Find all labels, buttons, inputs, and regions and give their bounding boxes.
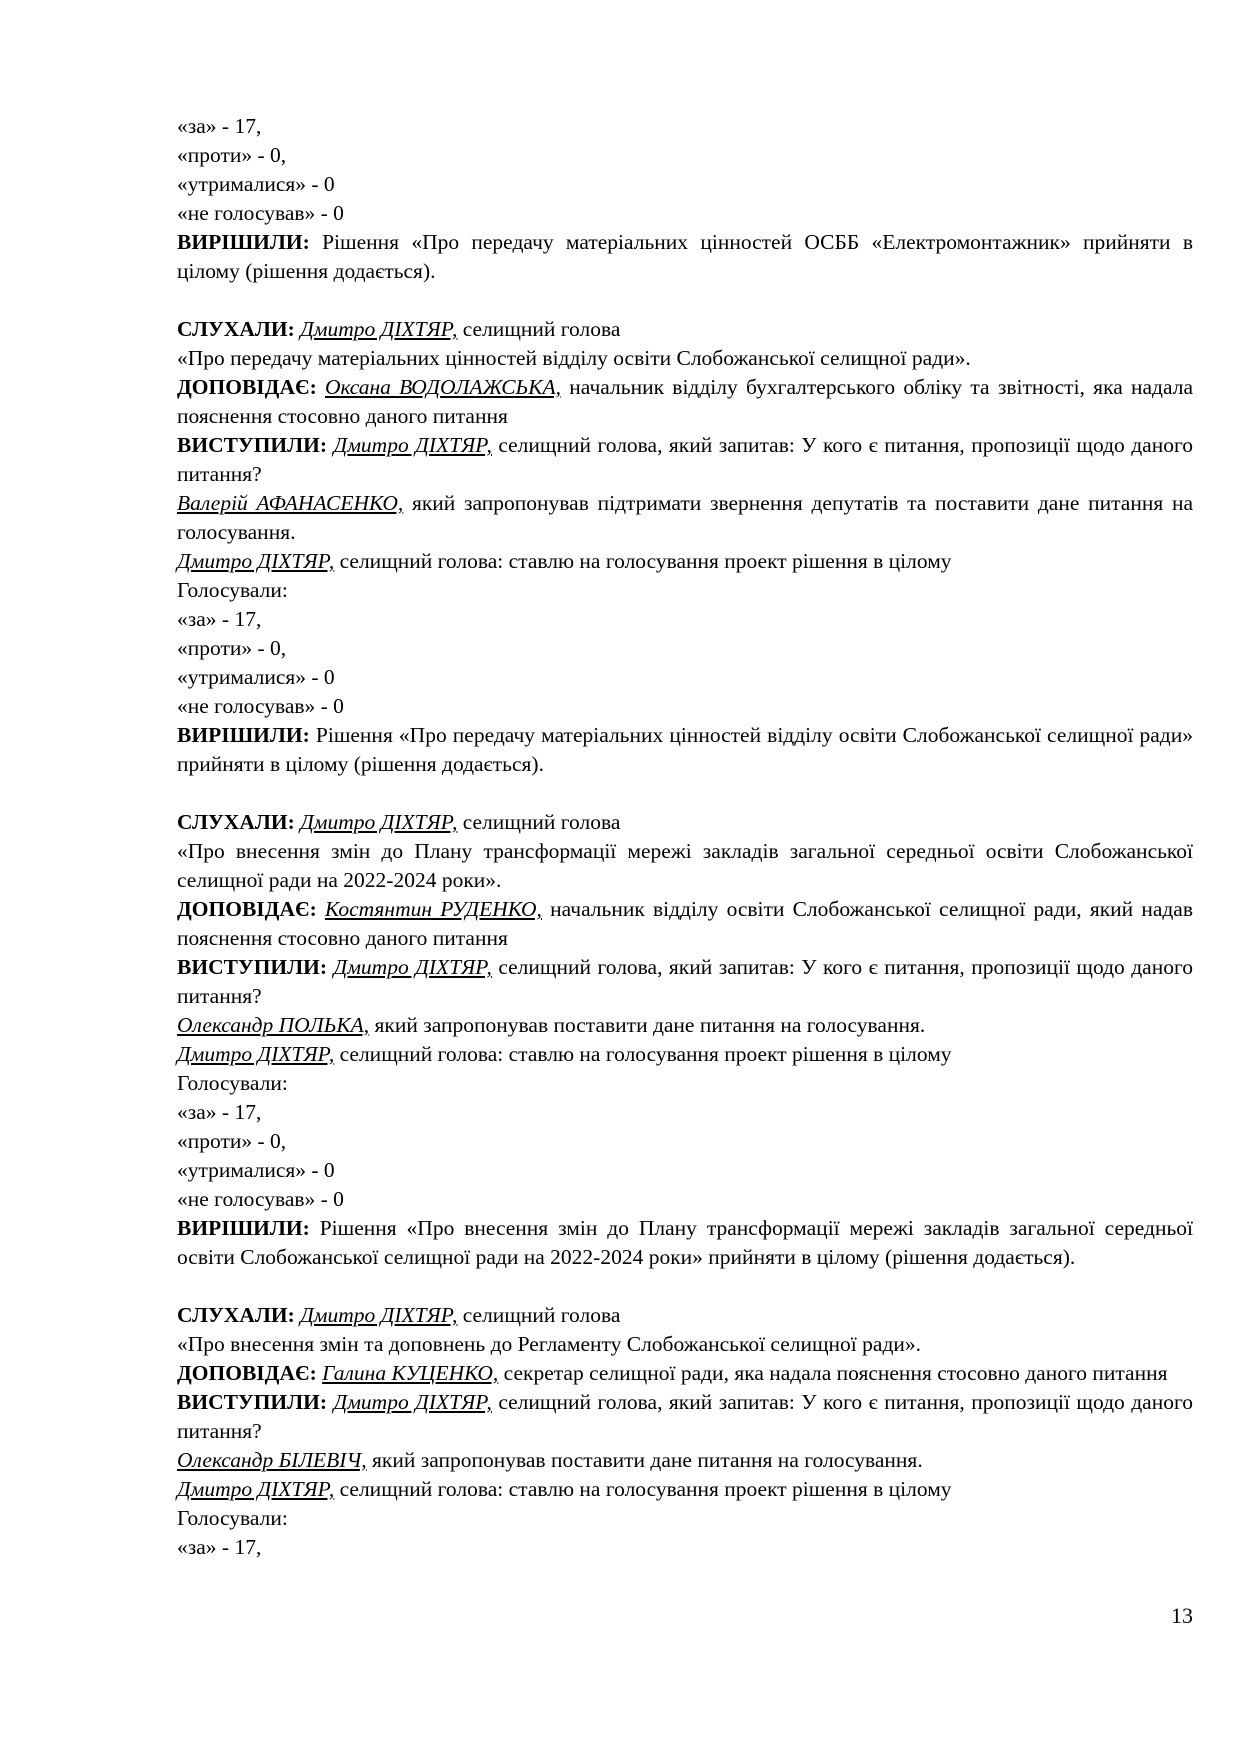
item-title: «Про передачу матеріальних цінностей відділу освіти Слобожанської селищної ради». — [177, 346, 971, 370]
decided-label: ВИРІШИЛИ: — [177, 1216, 310, 1240]
chair-name: Дмитро ДІХТЯР, — [177, 1477, 335, 1501]
chair-question: селищний голова, який запитав: У кого є питання, пропозиції щодо даного питання? — [177, 955, 1194, 1008]
reports-paragraph — [177, 373, 1193, 431]
decision-paragraph — [177, 1214, 1193, 1272]
vote-against: «проти» - 0, — [177, 636, 287, 660]
speaker-name: Олександр БІЛЕВІЧ, — [177, 1448, 367, 1472]
decision-text: Рішення «Про передачу матеріальних цінностей ОСББ «Електромонтажник» прийняти в цілому (рішення додається). — [177, 230, 1193, 283]
decided-label: ВИРІШИЛИ: — [177, 230, 310, 254]
vote-against: «проти» - 0, — [177, 1129, 287, 1153]
decision-text: Рішення «Про передачу матеріальних цінностей відділу освіти Слобожанської селищної ради» прийняти в цілому (рішення додається). — [177, 723, 1193, 776]
chair-name: Дмитро ДІХТЯР, — [177, 549, 335, 573]
reporter-text: начальник відділу освіти Слобожанської селищної ради, який надав пояснення стосовно даного питання — [177, 897, 1194, 950]
chair-name: Дмитро ДІХТЯР, — [300, 810, 458, 834]
vote-not-voted: «не голосував» - 0 — [177, 201, 344, 225]
vote-for: «за» - 17, — [177, 1100, 262, 1124]
put-to-vote-text: селищний голова: ставлю на голосування проект рішення в цілому — [334, 1477, 952, 1501]
speaker-text: який запропонував поставити дане питання на голосування. — [369, 1013, 926, 1037]
heard-paragraph — [177, 808, 1193, 837]
decision-text: Рішення «Про внесення змін до Плану трансформації мережі закладів загальної середньої освіти Слобожанської селищної ради на 2022-2024 роки» прийняти в цілому (рішення додається). — [177, 1216, 1193, 1269]
reporter-name: Оксана ВОДОЛАЖСЬКА, — [325, 375, 562, 399]
reports-paragraph — [177, 895, 1193, 953]
speaker-paragraph — [177, 1446, 1193, 1475]
vote-abstained: «утрималися» - 0 — [177, 665, 335, 689]
spoke-paragraph — [177, 1388, 1193, 1446]
spoke-label: ВИСТУПИЛИ: — [177, 1390, 328, 1414]
put-to-vote-paragraph — [177, 547, 1193, 576]
vote-not-voted: «не голосував» - 0 — [177, 694, 344, 718]
reports-label: ДОПОВІДАЄ: — [177, 897, 317, 921]
heard-paragraph — [177, 1301, 1193, 1330]
chair-question: селищний голова, який запитав: У кого є питання, пропозиції щодо даного питання? — [177, 1390, 1194, 1443]
item-title: «Про внесення змін до Плану трансформації мережі закладів загальної середньої освіти Слобожанської селищної ради на 2022-2024 роки». — [177, 839, 1193, 892]
document-page — [177, 112, 1193, 1562]
speaker-paragraph — [177, 489, 1193, 547]
spoke-paragraph — [177, 431, 1193, 489]
voted-label: Голосували: — [177, 578, 288, 602]
chair-name: Дмитро ДІХТЯР, — [300, 317, 458, 341]
vote-for: «за» - 17, — [177, 114, 262, 138]
reporter-text: секретар селищної ради, яка надала пояснення стосовно даного питання — [498, 1361, 1168, 1385]
reports-label: ДОПОВІДАЄ: — [177, 375, 317, 399]
chair-name: Дмитро ДІХТЯР, — [333, 1390, 492, 1414]
voted-label: Голосували: — [177, 1071, 288, 1095]
reporter-name: Костянтин РУДЕНКО, — [324, 897, 542, 921]
speaker-text: який запропонував поставити дане питання на голосування. — [366, 1448, 923, 1472]
reports-paragraph — [177, 1359, 1193, 1388]
vote-for: «за» - 17, — [177, 607, 262, 631]
vote-abstained: «утрималися» - 0 — [177, 1158, 335, 1182]
speaker-name: Олександр ПОЛЬКА, — [177, 1013, 370, 1037]
chair-name: Дмитро ДІХТЯР, — [177, 1042, 335, 1066]
chair-name: Дмитро ДІХТЯР, — [333, 433, 492, 457]
item-title: «Про внесення змін та доповнень до Регламенту Слобожанської селищної ради». — [177, 1332, 922, 1356]
chair-name: Дмитро ДІХТЯР, — [300, 1303, 458, 1327]
chair-role: селищний голова — [457, 1303, 621, 1327]
spoke-label: ВИСТУПИЛИ: — [177, 955, 328, 979]
decided-label: ВИРІШИЛИ: — [177, 723, 310, 747]
chair-question: селищний голова, який запитав: У кого є питання, пропозиції щодо даного питання? — [177, 433, 1194, 486]
put-to-vote-text: селищний голова: ставлю на голосування проект рішення в цілому — [334, 549, 952, 573]
heard-label: СЛУХАЛИ: — [177, 1303, 295, 1327]
vote-for: «за» - 17, — [177, 1535, 262, 1559]
page-number: 13 — [1171, 1603, 1193, 1628]
heard-paragraph — [177, 315, 1193, 344]
put-to-vote-paragraph — [177, 1040, 1193, 1069]
spoke-paragraph — [177, 953, 1193, 1011]
chair-name: Дмитро ДІХТЯР, — [333, 955, 492, 979]
reports-label: ДОПОВІДАЄ: — [177, 1361, 317, 1385]
vote-not-voted: «не голосував» - 0 — [177, 1187, 344, 1211]
vote-against: «проти» - 0, — [177, 143, 287, 167]
spoke-label: ВИСТУПИЛИ: — [177, 433, 328, 457]
decision-paragraph — [177, 721, 1193, 779]
reporter-text: начальник відділу бухгалтерського обліку та звітності, яка надала пояснення стосовно даного питання — [177, 375, 1193, 428]
voted-label: Голосували: — [177, 1506, 288, 1530]
decision-paragraph — [177, 228, 1193, 286]
chair-role: селищний голова — [457, 317, 621, 341]
chair-role: селищний голова — [457, 810, 621, 834]
put-to-vote-text: селищний голова: ставлю на голосування проект рішення в цілому — [334, 1042, 952, 1066]
heard-label: СЛУХАЛИ: — [177, 810, 295, 834]
speaker-text: який запропонував підтримати звернення депутатів та поставити дане питання на голосування. — [177, 491, 1194, 544]
reporter-name: Галина КУЦЕНКО, — [322, 1361, 499, 1385]
speaker-paragraph — [177, 1011, 1193, 1040]
put-to-vote-paragraph — [177, 1475, 1193, 1504]
vote-abstained: «утрималися» - 0 — [177, 172, 335, 196]
speaker-name: Валерій АФАНАСЕНКО, — [177, 491, 404, 515]
heard-label: СЛУХАЛИ: — [177, 317, 295, 341]
